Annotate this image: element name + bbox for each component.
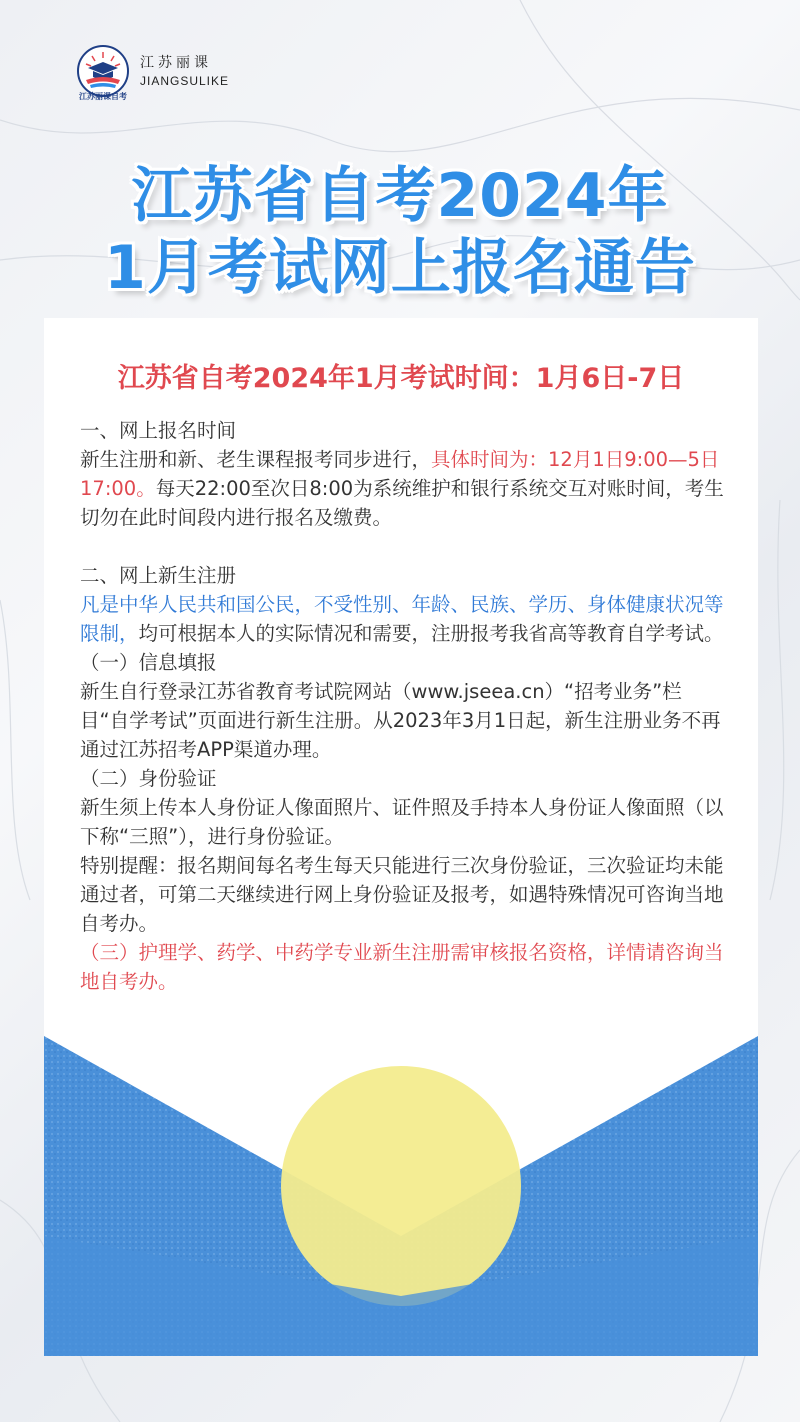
registration-period: 具体时间为：12月1日9:00—5日17:00。: [80, 448, 720, 500]
section2-paragraph: [80, 590, 730, 648]
sub1-heading: （一）信息填报: [80, 651, 217, 674]
section1-text-b: 每天22:00至次日8:00为系统维护和银行系统交互对账时间，考生切勿在此时间段内进行报名及缴费。: [80, 477, 724, 529]
section1-text-a: 新生注册和新、老生课程报考同步进行，: [80, 448, 432, 471]
section2-text-a: 均可根据本人的实际情况和需要，注册报考我省高等教育自学考试。: [138, 622, 724, 645]
brand-name-cn: 江苏丽课: [140, 55, 212, 71]
title-line-2: 1月考试网上报名通告: [104, 233, 696, 303]
brand-name-en: JIANGSULIKE: [140, 74, 230, 88]
sub2-text: 新生须上传本人身份证人像面照片、证件照及手持本人身份证人像面照（以下称“三照”），进行身份验证。: [80, 796, 724, 848]
graduation-cap-icon: [76, 44, 130, 98]
special-reminder: 特别提醒：报名期间每名考生每天只能进行三次身份验证，三次验证均未能通过者，可第二天继续进行网上身份验证及报考，如遇特殊情况可咨询当地自考办。: [80, 854, 724, 935]
sub2-heading: （二）身份验证: [80, 767, 217, 790]
title-line-1: 江苏省自考2024年: [131, 161, 669, 231]
sun-circle: [281, 1066, 521, 1306]
exam-date-subtitle: 江苏省自考2024年1月考试时间：1月6日-7日: [117, 363, 685, 394]
decorative-blue-panel: [44, 1036, 758, 1356]
section2-heading: 二、网上新生注册: [80, 564, 237, 587]
logo-badge-text: 江苏丽课自考: [79, 92, 127, 101]
notice-content: [80, 416, 730, 996]
sub3-notice: （三）护理学、药学、中药学专业新生注册需审核报名资格，详情请咨询当地自考办。: [80, 941, 724, 993]
sub1-text: 新生自行登录江苏省教育考试院网站（www.jseea.cn）“招考业务”栏目“自学考试”页面进行新生注册。从2023年3月1日起，新生注册业务不再通过江苏招考APP渠道办理。: [80, 680, 721, 761]
eligibility-text: 凡是中华人民共和国公民，不受性别、年龄、民族、学历、身体健康状况等限制，: [80, 593, 724, 645]
notice-card: [44, 318, 758, 1356]
section1-paragraph: [80, 445, 730, 532]
brand-logo: [76, 44, 236, 104]
section1-heading: 一、网上报名时间: [80, 419, 237, 442]
